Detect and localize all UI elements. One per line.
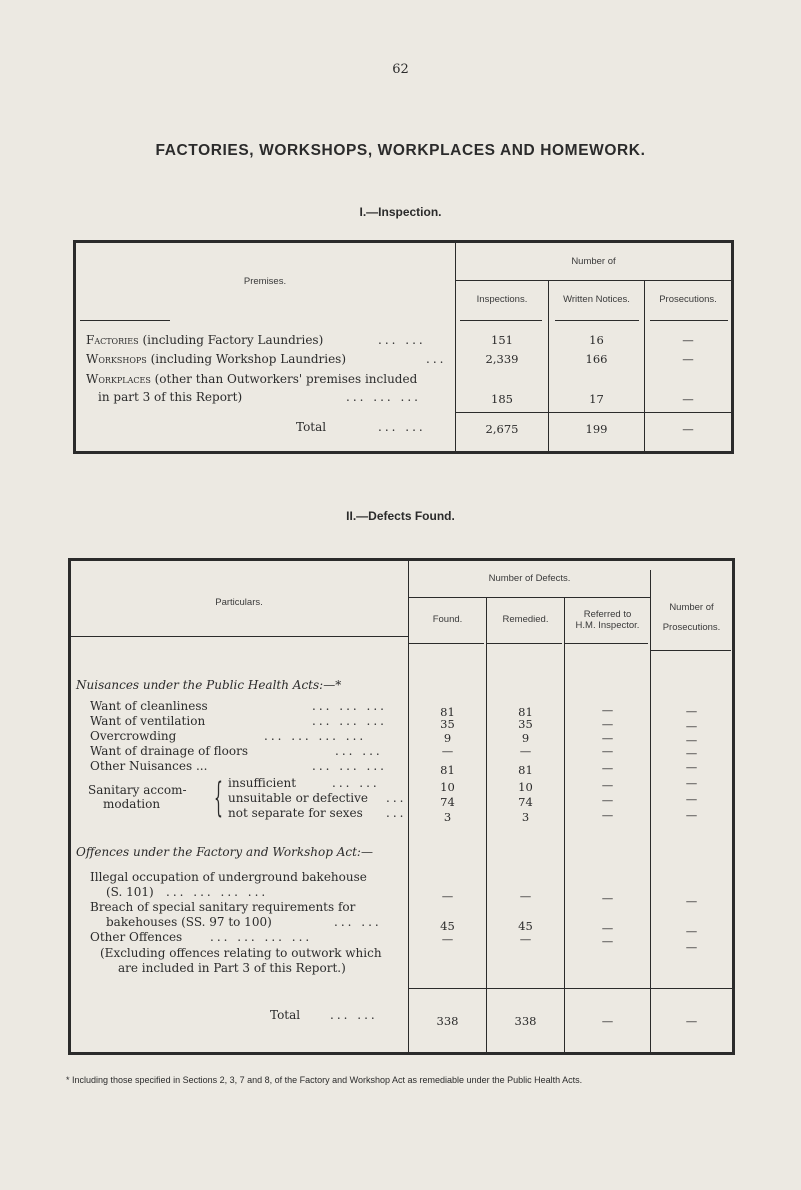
brace: { (214, 775, 223, 821)
header-prosecutions: Number of Prosecutions. (662, 602, 721, 633)
table-cell: 45 (440, 919, 455, 933)
table-cell: — (441, 744, 454, 758)
table-row-label: Workplaces (other than Outworkers' premises included (86, 372, 418, 386)
header-premises: Premises. (243, 276, 287, 287)
table-cell: — (601, 703, 614, 717)
table-cell: 81 (440, 763, 455, 777)
table-row-label: Factories (including Factory Laundries) (86, 333, 324, 347)
defects-title: II.—Defects Found. (346, 509, 455, 523)
leader-dots: ... (386, 806, 407, 820)
table-cell: — (685, 760, 698, 774)
table-cell: — (682, 352, 694, 366)
offences-heading: Offences under the Factory and Workshop Act:— (76, 845, 373, 859)
table-row-label: Want of ventilation (90, 714, 206, 728)
leader-dots: ... ... ... (312, 714, 387, 728)
header-inspections: Inspections. (476, 294, 528, 305)
leader-dots: ... ... ... ... (166, 885, 269, 899)
table-cell: — (441, 932, 454, 946)
table-row-label: Other Offences (90, 930, 183, 944)
header-written-notices: Written Notices. (563, 294, 630, 305)
page-title: FACTORIES, WORKSHOPS, WORKPLACES AND HOMEWORK. (155, 142, 646, 159)
total-prosecutions: — (682, 422, 694, 436)
table-cell: — (682, 392, 694, 406)
total-prosecutions: — (685, 1014, 698, 1028)
table-cell: 3 (521, 810, 530, 824)
header-number-of: Number of (571, 256, 616, 267)
table-cell: 3 (443, 810, 452, 824)
table-cell: — (519, 744, 532, 758)
table-cell: — (685, 924, 698, 938)
table-row-label-line2: (S. 101) (106, 885, 154, 899)
header-prosecutions: Prosecutions. (659, 294, 717, 305)
excluding-note: (Excluding offences relating to outwork which (100, 946, 382, 960)
table-cell: 35 (518, 717, 533, 731)
table-cell: — (685, 894, 698, 908)
table-row-label: Breach of special sanitary requirements for (90, 900, 356, 914)
nuisances-heading: Nuisances under the Public Health Acts:—* (76, 678, 342, 692)
table-cell: — (601, 808, 614, 822)
table-row-label: Other Nuisances ... (90, 759, 208, 773)
table-cell: 74 (440, 795, 455, 809)
table-cell: — (601, 921, 614, 935)
table-cell: — (601, 793, 614, 807)
table-cell: 9 (443, 731, 452, 745)
leader-dots: ... ... (332, 776, 380, 790)
table-cell: — (601, 934, 614, 948)
table-row-label: unsuitable or defective (228, 791, 368, 805)
header-referred: Referred to H.M. Inspector. (575, 609, 640, 631)
leader-dots: ... ... ... ... (210, 930, 313, 944)
total-inspections: 2,675 (485, 422, 519, 436)
page-number: 62 (392, 62, 409, 77)
footnote: * Including those specified in Sections 2, 3, 7 and 8, of the Factory and Workshop Act as remediable under the Public Health Acts. (66, 1075, 583, 1085)
table-cell: 16 (589, 333, 604, 347)
table-cell: — (601, 778, 614, 792)
leader-dots: ... ... (330, 1008, 378, 1022)
sanitary-accommodation-label: Sanitary accom- modation (88, 783, 187, 811)
table-cell: 81 (440, 705, 455, 719)
table-cell: — (519, 889, 532, 903)
table-cell: — (601, 891, 614, 905)
table-row-label: Want of drainage of floors (90, 744, 249, 758)
leader-dots: ... ... ... (312, 759, 387, 773)
total-found: 338 (436, 1014, 459, 1028)
table-cell: — (601, 717, 614, 731)
leader-dots: ... ... ... (312, 699, 387, 713)
table-row-label-line2: in part 3 of this Report) (98, 390, 243, 404)
table-cell: — (601, 744, 614, 758)
table-cell: — (441, 889, 454, 903)
table-cell: — (685, 733, 698, 747)
leader-dots: ... ... ... ... (264, 729, 367, 743)
table-row-label: Workshops (including Workshop Laundries) (86, 352, 347, 366)
table-row-label-line2: bakehouses (SS. 97 to 100) (106, 915, 272, 929)
header-remedied: Remedied. (502, 614, 549, 625)
table-cell: 81 (518, 705, 533, 719)
leader-dots: ... ... (335, 744, 383, 758)
leader-dots: ... ... (334, 915, 382, 929)
table-cell: — (685, 792, 698, 806)
table-cell: — (685, 746, 698, 760)
table-row-label: not separate for sexes (228, 806, 363, 820)
table-row-label: Want of cleanliness (90, 699, 208, 713)
table-cell: 166 (585, 352, 608, 366)
table-row-label: insufficient (228, 776, 297, 790)
table-cell: — (682, 333, 694, 347)
table-cell: 9 (521, 731, 530, 745)
leader-dots: ... ... (378, 420, 426, 434)
table-cell: — (685, 704, 698, 718)
header-particulars: Particulars. (215, 597, 263, 608)
header-number-of-defects: Number of Defects. (488, 573, 571, 584)
total-remedied: 338 (514, 1014, 537, 1028)
total-label: Total (270, 1008, 301, 1022)
total-referred: — (601, 1014, 614, 1028)
excluding-note-line2: are included in Part 3 of this Report.) (118, 961, 346, 975)
table-cell: 10 (440, 780, 455, 794)
leader-dots: ... ... (378, 333, 426, 347)
table-cell: 74 (518, 795, 533, 809)
table-cell: 10 (518, 780, 533, 794)
table-row-label: Overcrowding (90, 729, 177, 743)
table-cell: — (601, 731, 614, 745)
table-cell: 35 (440, 717, 455, 731)
table-cell: — (685, 776, 698, 790)
table-cell: — (685, 719, 698, 733)
table-cell: 2,339 (485, 352, 519, 366)
table-cell: — (685, 940, 698, 954)
table-cell: — (601, 761, 614, 775)
table-cell: 17 (589, 392, 604, 406)
header-found: Found. (432, 614, 463, 625)
leader-dots: ... ... ... (346, 390, 421, 404)
total-label: Total (296, 420, 327, 434)
table-cell: 81 (518, 763, 533, 777)
table-cell: — (685, 808, 698, 822)
table-cell: — (519, 932, 532, 946)
table-cell: 185 (491, 392, 513, 406)
total-notices: 199 (585, 422, 608, 436)
table-row-label: Illegal occupation of underground bakehouse (90, 870, 367, 884)
inspection-title: I.—Inspection. (359, 205, 442, 219)
table-cell: 45 (518, 919, 533, 933)
table-cell: 151 (491, 333, 513, 347)
leader-dots: ... (426, 352, 447, 366)
leader-dots: ... (386, 791, 407, 805)
